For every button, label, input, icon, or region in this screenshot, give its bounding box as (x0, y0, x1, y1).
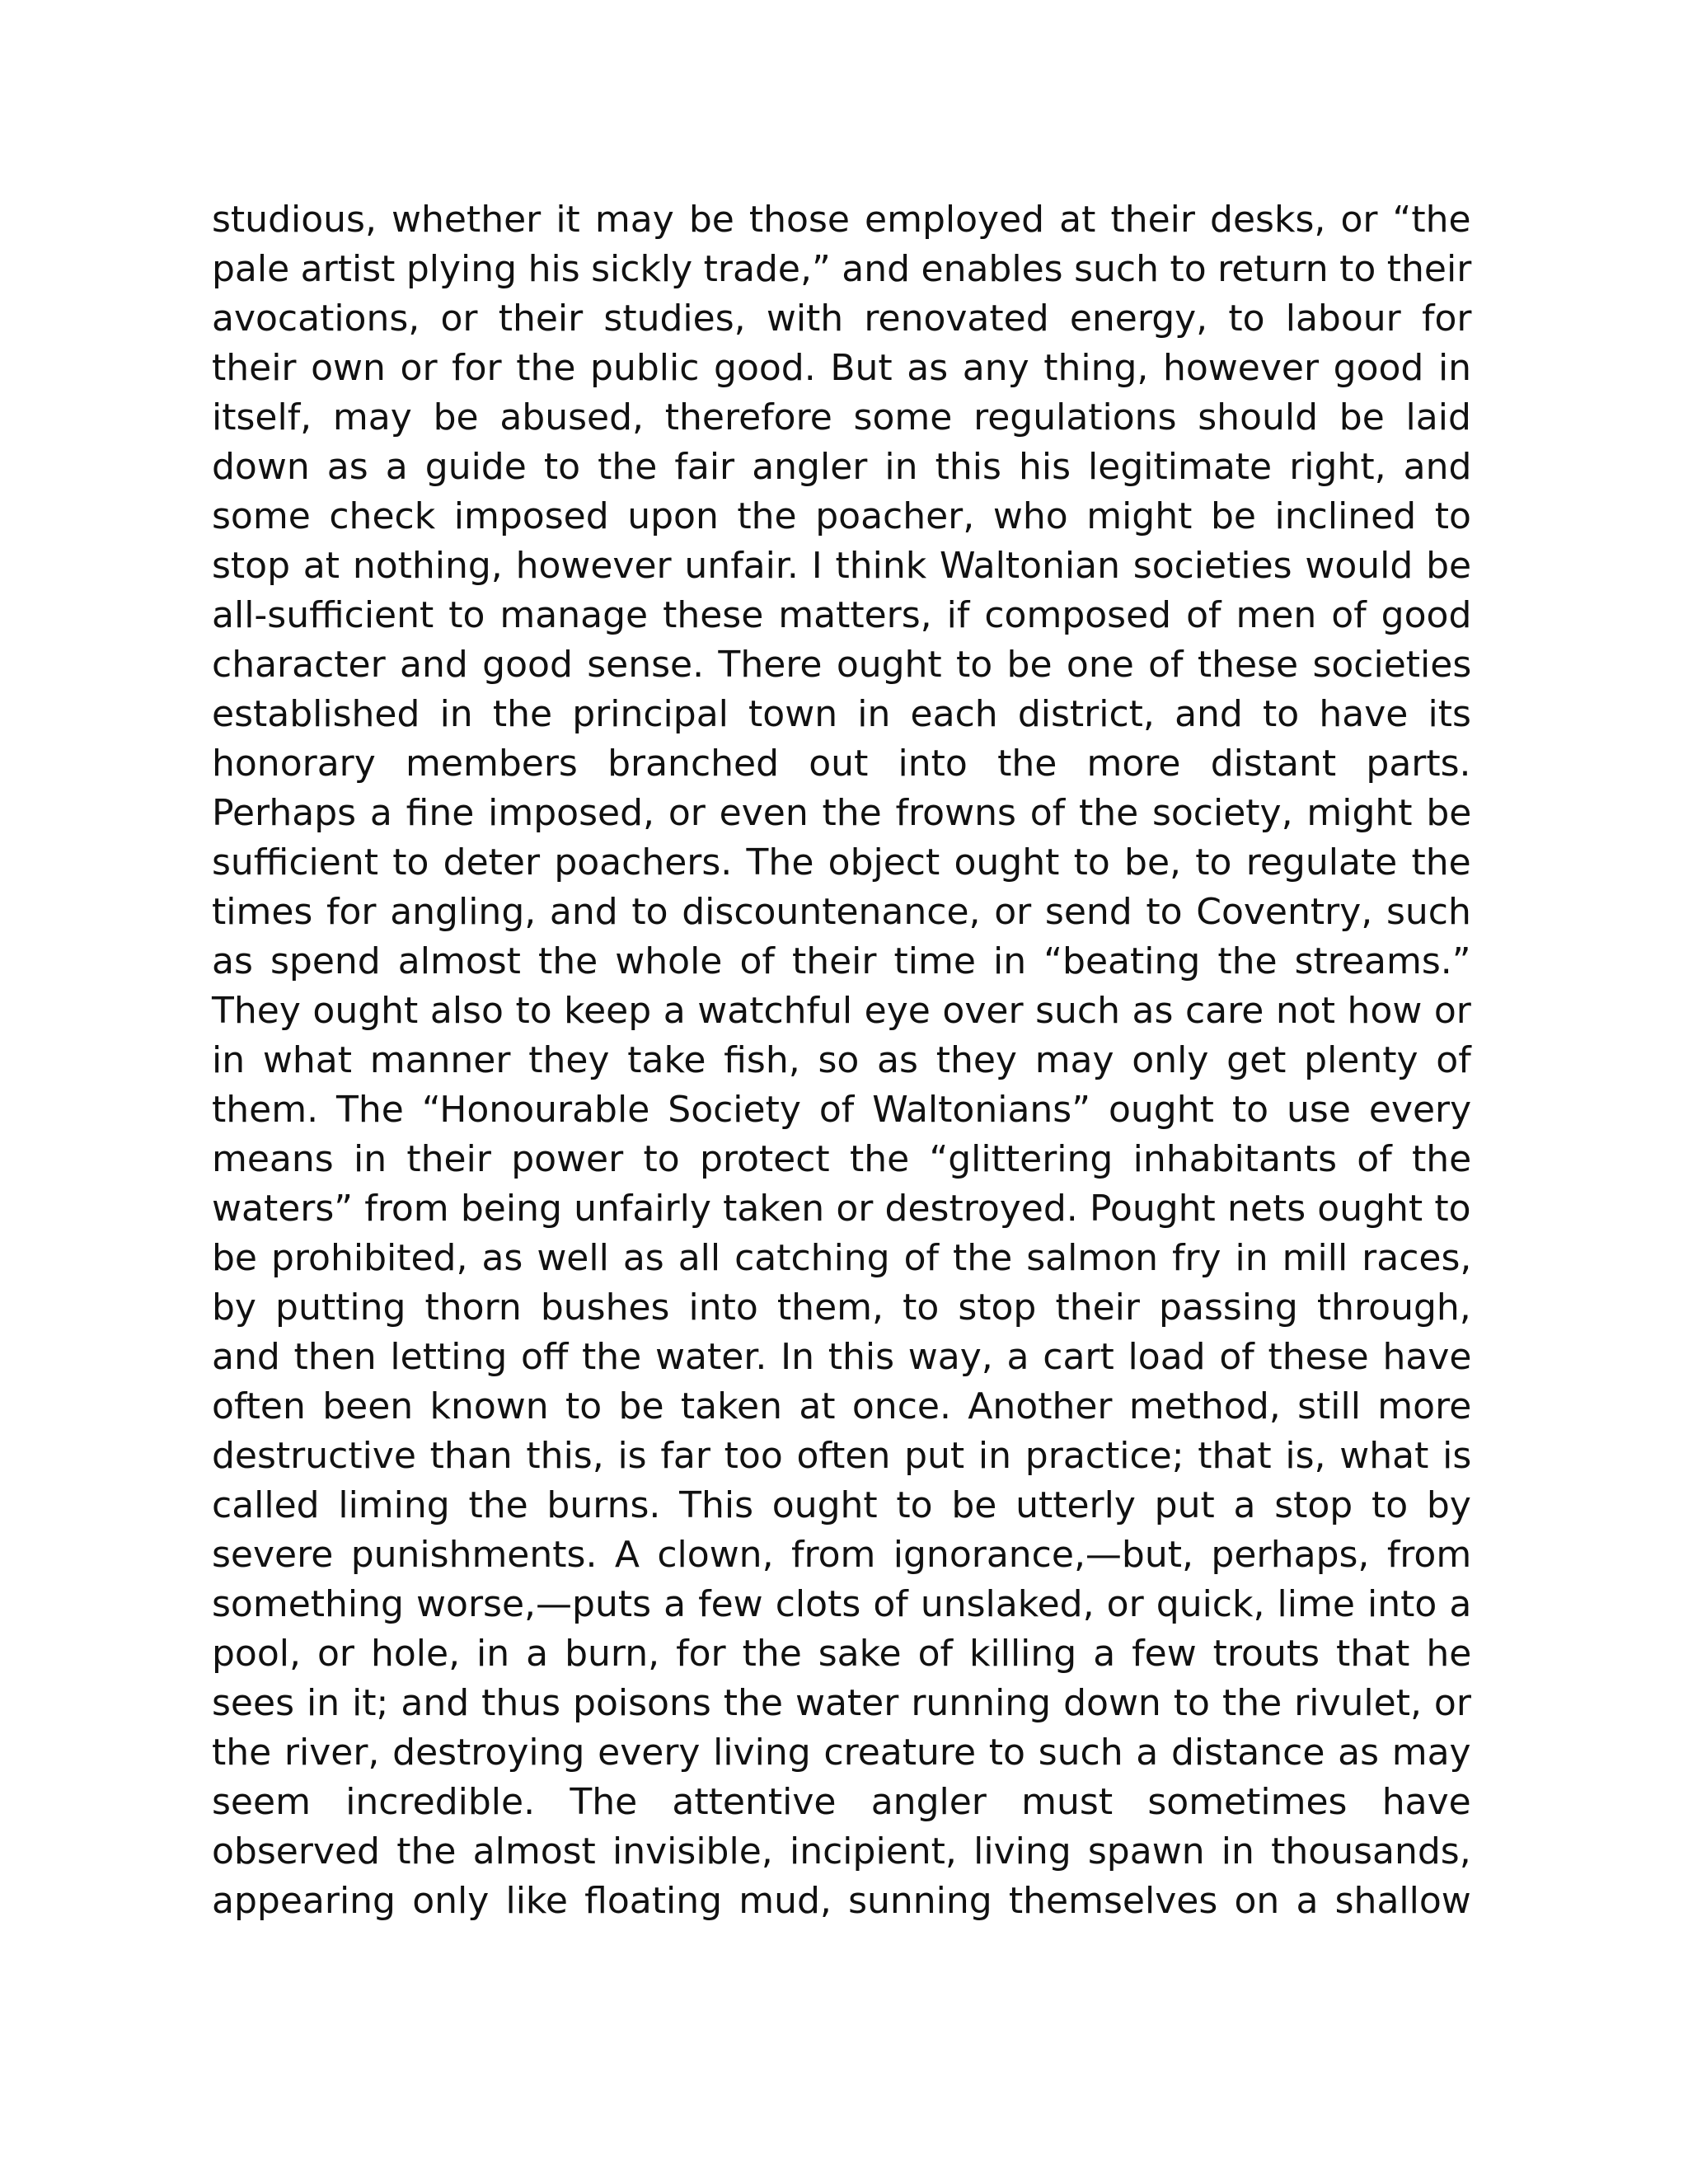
text-line: by putting thorn bushes into them, to stop their passing through, (212, 1286, 1471, 1329)
text-line: appearing only like floating mud, sunning themselves on a shallow (212, 1880, 1471, 1922)
text-line: times for angling, and to discountenance, or send to Coventry, such (212, 891, 1471, 933)
text-line: sufficient to deter poachers. The object ought to be, to regulate the (212, 841, 1471, 883)
text-line: observed the almost invisible, incipient, living spawn in thousands, (212, 1830, 1471, 1872)
text-line: studious, whether it may be those employed at their desks, or “the (212, 199, 1471, 241)
body-text (212, 195, 1471, 1926)
text-line: often been known to be taken at once. Another method, still more (212, 1385, 1472, 1427)
text-line: avocations, or their studies, with renovated energy, to labour for (212, 298, 1472, 340)
text-line: the river, destroying every living creature to such a distance as may (212, 1732, 1471, 1774)
text-line: means in their power to protect the “glittering inhabitants of the (212, 1138, 1472, 1180)
text-line: severe punishments. A clown, from ignorance,—but, perhaps, from (212, 1534, 1472, 1576)
text-line: their own or for the public good. But as any thing, however good in (212, 347, 1472, 389)
text-line: Perhaps a fine imposed, or even the frowns of the society, might be (212, 792, 1472, 834)
text-line: be prohibited, as well as all catching of the salmon fry in mill races, (212, 1237, 1472, 1279)
text-line: destructive than this, is far too often put in practice; that is, what is (212, 1435, 1472, 1477)
text-line: some check imposed upon the poacher, who might be inclined to (212, 495, 1471, 537)
text-line: pool, or hole, in a burn, for the sake of killing a few trouts that he (212, 1633, 1472, 1675)
text-line: They ought also to keep a watchful eye over such as care not how or (212, 990, 1471, 1032)
text-line: down as a guide to the fair angler in this his legitimate right, and (212, 446, 1472, 488)
text-line: stop at nothing, however unfair. I think Waltonian societies would be (212, 545, 1472, 587)
text-line: and then letting off the water. In this way, a cart load of these have (212, 1336, 1472, 1378)
text-line: something worse,—puts a few clots of unslaked, or quick, lime into a (212, 1583, 1472, 1625)
text-line: character and good sense. There ought to be one of these societies (212, 644, 1472, 686)
text-line: seem incredible. The attentive angler must sometimes have (212, 1781, 1471, 1823)
text-line: established in the principal town in each district, and to have its (212, 693, 1471, 735)
text-line: as spend almost the whole of their time in “beating the streams.” (212, 940, 1471, 982)
text-line: called liming the burns. This ought to be utterly put a stop to by (212, 1484, 1471, 1526)
text-line: waters” from being unfairly taken or destroyed. Pought nets ought to (212, 1188, 1471, 1230)
text-line: them. The “Honourable Society of Waltonians” ought to use every (212, 1089, 1472, 1131)
text-line: itself, may be abused, therefore some regulations should be laid (212, 396, 1471, 438)
text-line: sees in it; and thus poisons the water running down to the rivulet, or (212, 1682, 1471, 1724)
text-line: honorary members branched out into the more distant parts. (212, 743, 1471, 785)
text-line: in what manner they take fish, so as they may only get plenty of (212, 1039, 1471, 1081)
text-line: pale artist plying his sickly trade,” and enables such to return to their (212, 248, 1472, 290)
text-line: all-sufficient to manage these matters, if composed of men of good (212, 594, 1472, 636)
